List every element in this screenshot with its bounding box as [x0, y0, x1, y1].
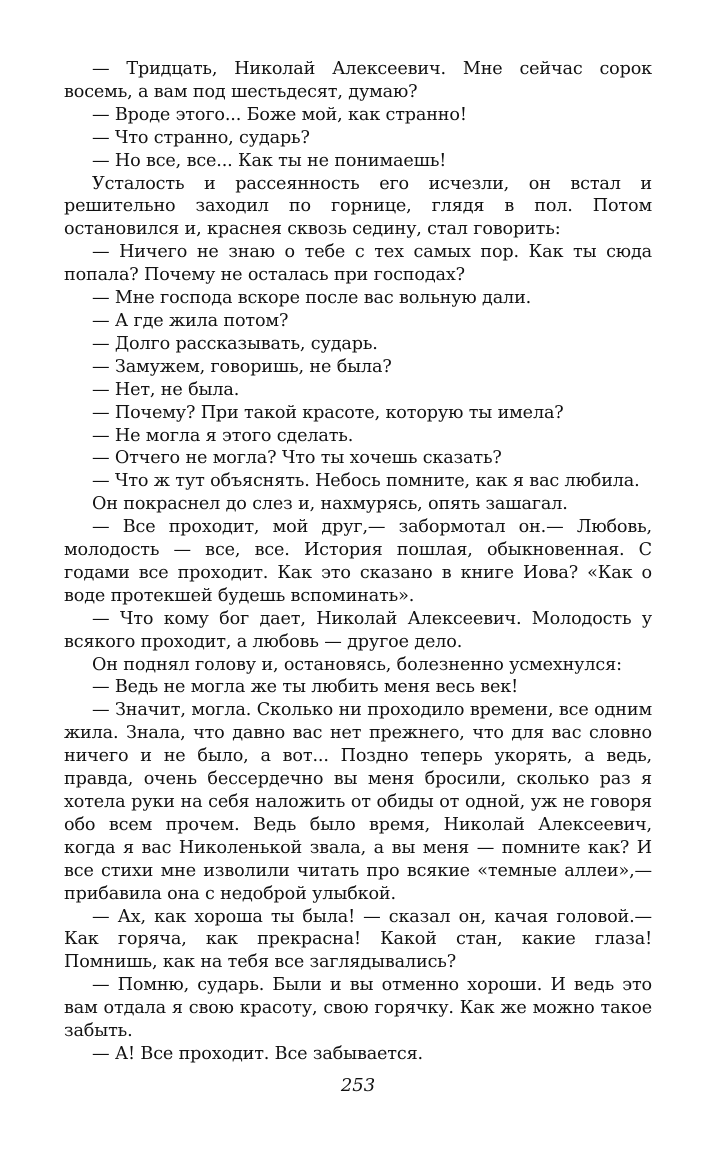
paragraph: — Почему? При такой красоте, которую ты имела? — [92, 402, 564, 423]
paragraph: — Нет, не была. — [92, 379, 240, 400]
paragraph: — Что кому бог дает, Николай Алексеевич. Молодость у всякого проходит, а любовь — другое дело. — [64, 608, 652, 652]
page-number: 253 — [340, 1075, 376, 1096]
paragraph: Он поднял голову и, остановясь, болезненно усмехнулся: — [92, 654, 622, 675]
paragraph: — Все проходит, мой друг,— забормотал он.— Любовь, молодость — все, все. История пошлая, обыкновенная. С годами все проходит. Как это сказано в книге Иова? «Как о воде протекшей будешь вспоминать». — [64, 517, 652, 606]
page-body — [64, 58, 652, 1066]
paragraph: — Тридцать, Николай Алексеевич. Мне сейчас сорок восемь, а вам под шестьдесят, думаю? — [64, 59, 652, 102]
paragraph: — Отчего не могла? Что ты хочешь сказать? — [92, 448, 502, 469]
paragraph: — А где жила потом? — [92, 310, 289, 331]
text-block — [64, 58, 652, 1066]
paragraph: — Ничего не знаю о тебе с тех самых пор. Как ты сюда попала? Почему не осталась при господах? — [64, 242, 652, 286]
paragraph: — А! Все проходит. Все забывается. — [92, 1043, 423, 1064]
paragraph: Он покраснел до слез и, нахмурясь, опять зашагал. — [92, 494, 568, 515]
paragraph: — Ведь не могла же ты любить меня весь век! — [92, 677, 519, 698]
paragraph: Усталость и рассеянность его исчезли, он встал и решительно заходил по горнице, глядя в пол. Потом остановился и, краснея сквозь седину, стал говорить: — [64, 173, 652, 240]
paragraph: — Значит, могла. Сколько ни проходило времени, все одним жила. Знала, что давно вас нет прежнего, что для вас словно ничего и не было, а вот... Поздно теперь укорять, а ведь, правда, очень бессердечно вы меня бросили, сколько раз я хотела руки на себя наложить от обиды от одной, уж не говоря обо всем прочем. Ведь было время, Николай Алексеевич, когда я вас Николенькой звала, а вы меня — помните как? И все стихи мне изволили читать про всякие «темные аллеи»,— прибавила она с недоброй улыбкой. — [64, 700, 652, 904]
paragraph: — Вроде этого... Боже мой, как странно! — [92, 104, 467, 125]
paragraph: — Помню, сударь. Были и вы отменно хороши. И ведь это вам отдала я свою красоту, свою горячку. Как же можно такое забыть. — [64, 975, 652, 1042]
paragraph: — Но все, все... Как ты не понимаешь! — [92, 150, 447, 171]
paragraph: — Мне господа вскоре после вас вольную дали. — [92, 288, 532, 309]
paragraph: — Ах, как хороша ты была! — сказал он, качая головой.— Как горяча, как прекрасна! Какой стан, какие глаза! Помнишь, как на тебя все заглядывались? — [64, 906, 652, 973]
paragraph: — Что странно, сударь? — [92, 127, 310, 148]
paragraph: — Замужем, говоришь, не была? — [92, 356, 392, 377]
paragraph: — Что ж тут объяснять. Небось помните, как я вас любила. — [92, 471, 640, 492]
paragraph: — Долго рассказывать, сударь. — [92, 333, 378, 354]
paragraph: — Не могла я этого сделать. — [92, 425, 354, 446]
